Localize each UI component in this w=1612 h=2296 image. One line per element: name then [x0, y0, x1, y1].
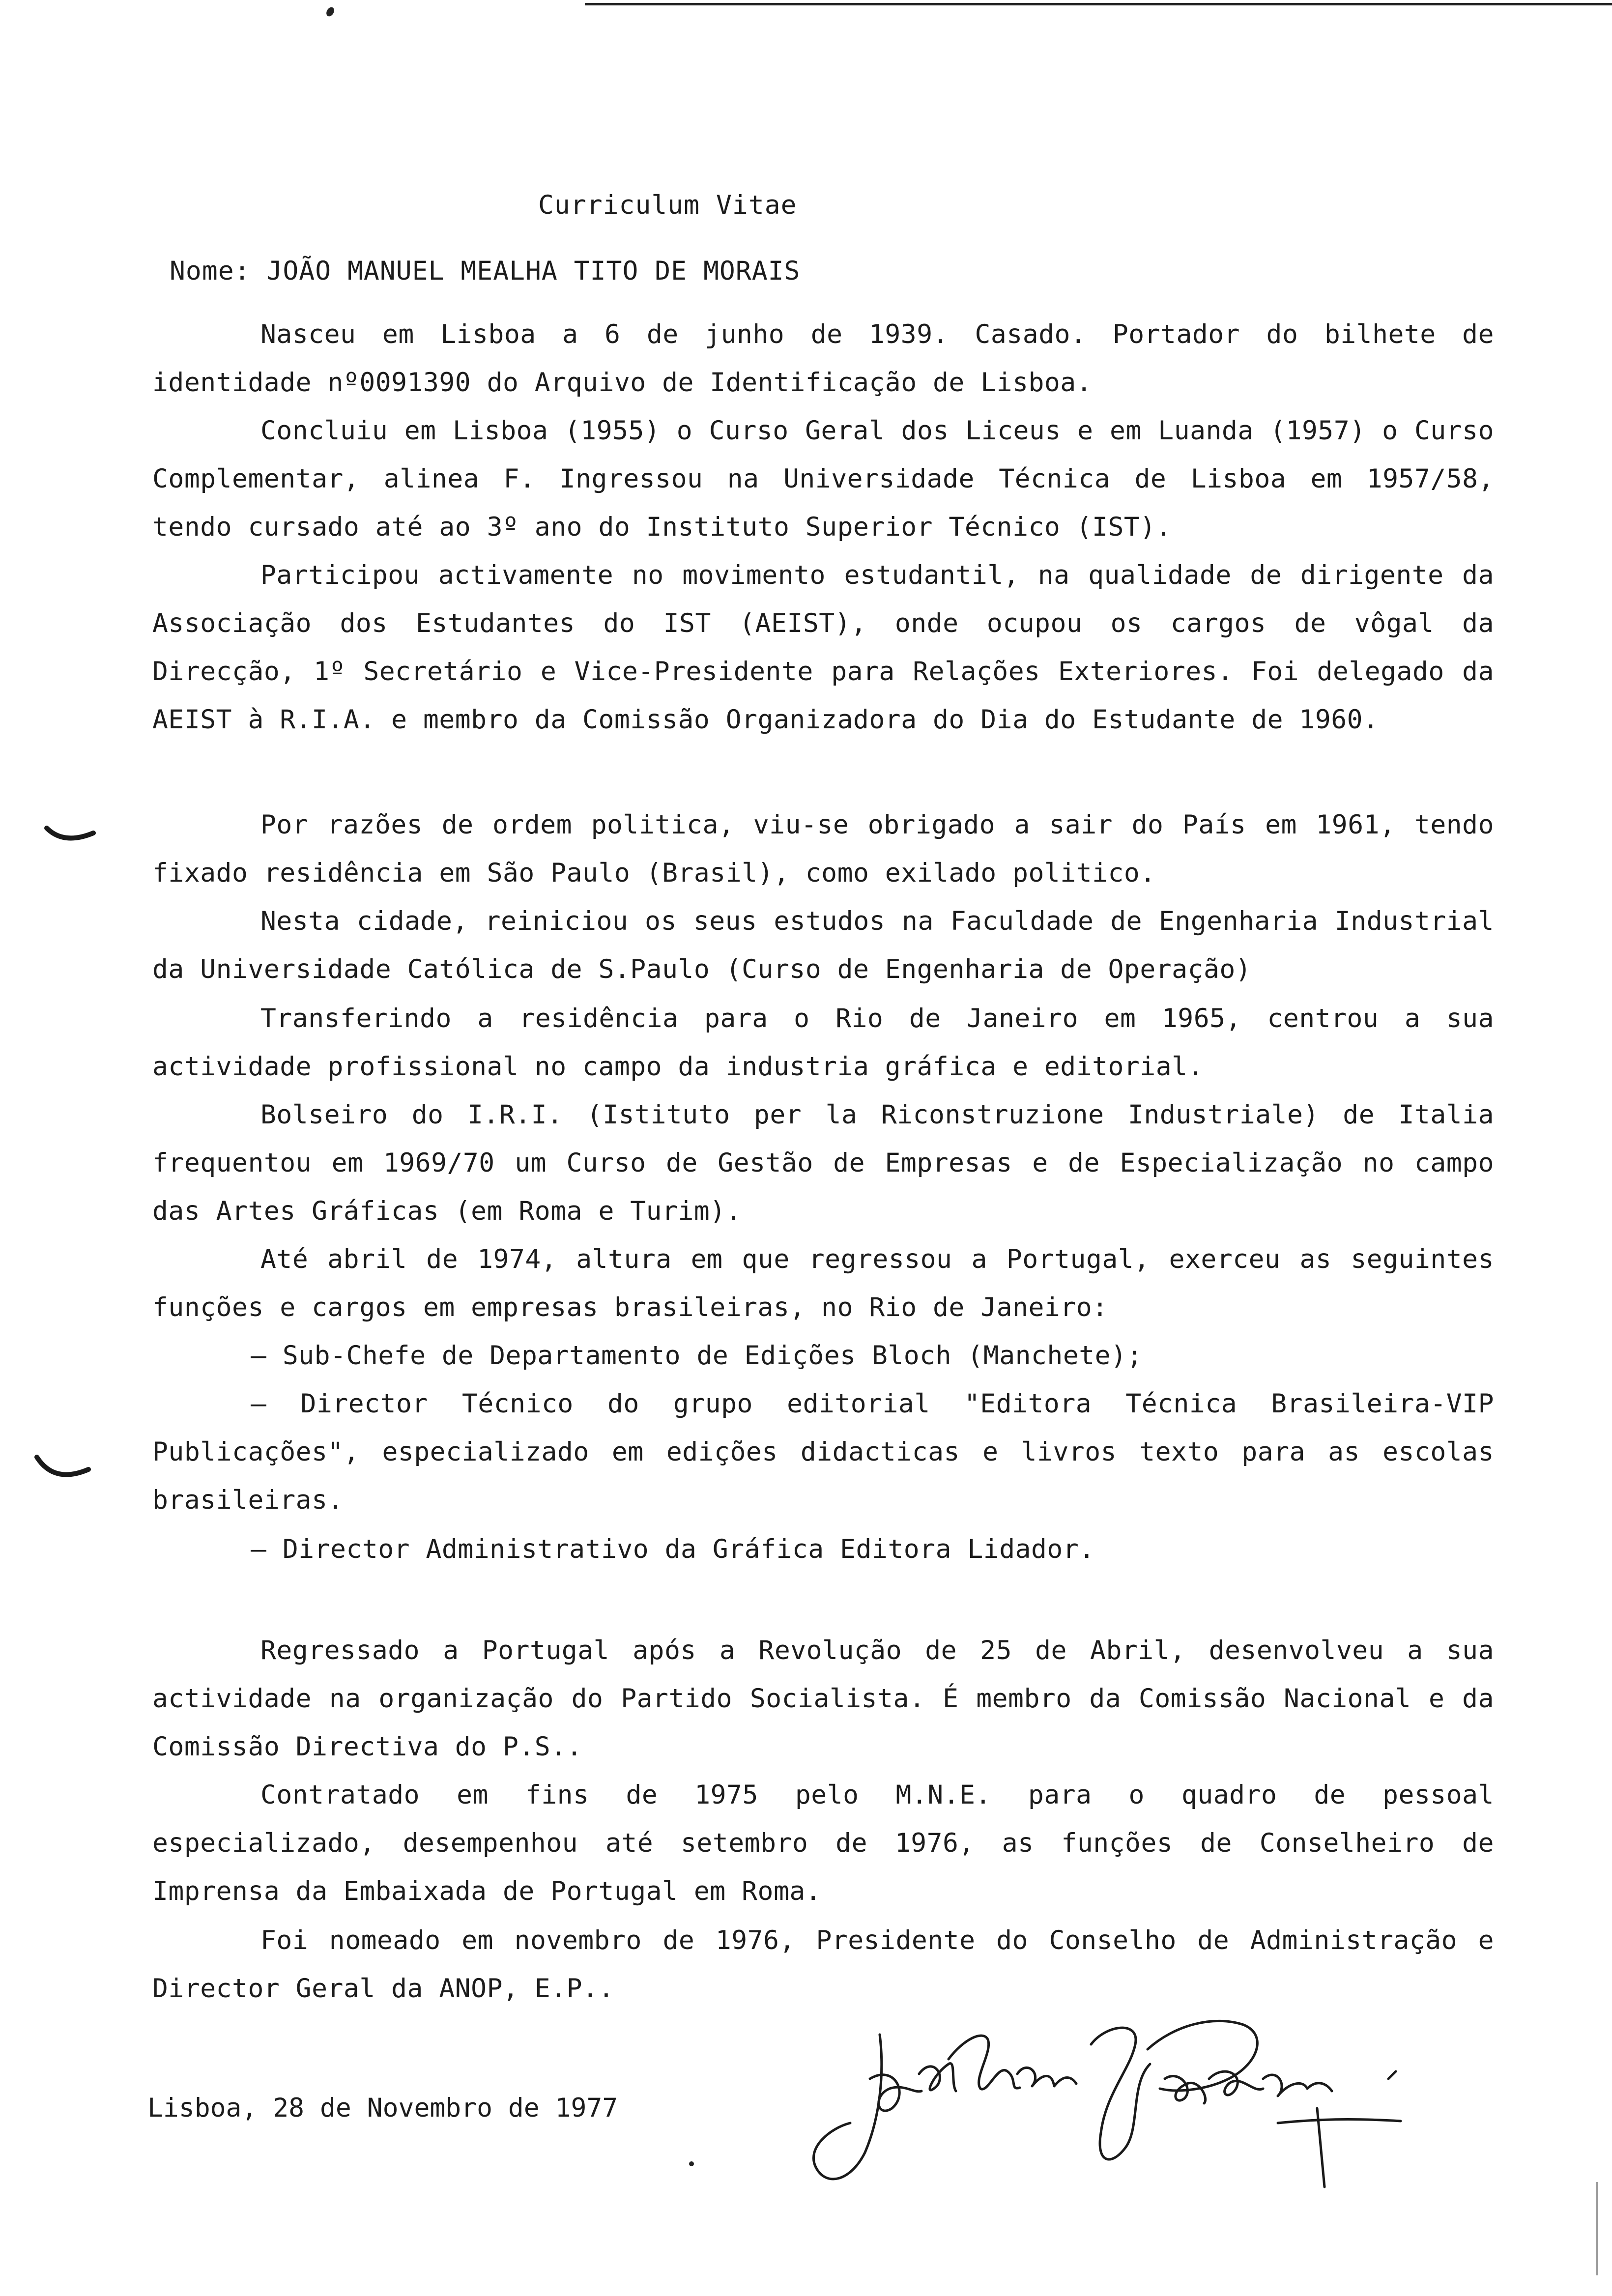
paragraph-birth: Nasceu em Lisboa a 6 de junho de 1939. Casado. Portador do bilhete de identidade nº0091390 do Arquivo de Identificação de Lisboa.: [152, 319, 1494, 398]
scan-speck: [689, 2161, 694, 2166]
paragraph-student-movement: Participou activamente no movimento estudantil, na qualidade de dirigente da Associação dos Estudantes do IST (AEIST), onde ocupou os cargos de vôgal da Direcção, 1º Secretário e Vice-Presidente para Relações Exteriores. Foi delegado da AEIST à R.I.A. e membro da Comissão Organizadora do Dia do Estudante de 1960.: [152, 560, 1494, 735]
margin-mark: [44, 816, 98, 850]
paragraph-anop-appointment: Foi nomeado em novembro de 1976, Presidente do Conselho de Administração e Director Geral da ANOP, E.P..: [152, 1925, 1494, 2004]
paragraph-engineering-studies: Nesta cidade, reiniciou os seus estudos na Faculdade de Engenharia Industrial da Universidade Católica de S.Paulo (Curso de Engenharia de Operação): [152, 906, 1494, 984]
paragraph-iri-scholarship: Bolseiro do I.R.I. (Istituto per la Riconstruzione Industriale) de Italia frequentou em 1969/70 um Curso de Gestão de Empresas e de Especialização no campo das Artes Gráficas (em Roma e Turim).: [152, 1100, 1494, 1226]
paragraph-embassy-rome: Contratado em fins de 1975 pelo M.N.E. para o quadro de pessoal especializado, desempenhou até setembro de 1976, as funções de Conselheiro de Imprensa da Embaixada de Portugal em Roma.: [152, 1780, 1494, 1906]
paragraph-return-portugal: Regressado a Portugal após a Revolução de 25 de Abril, desenvolveu a sua actividade na organização do Partido Socialista. É membro da Comissão Nacional e da Comissão Directiva do P.S..: [152, 1636, 1494, 1762]
name-label: Nome:: [170, 256, 251, 286]
scan-speck: [325, 6, 336, 18]
role-item: – Sub-Chefe de Departamento de Edições Bloch (Manchete);: [251, 1341, 1143, 1371]
paragraph-rio-de-janeiro: Transferindo a residência para o Rio de Janeiro em 1965, centrou a sua actividade profissional no campo da industria gráfica e editorial.: [152, 1004, 1494, 1082]
handwritten-signature: [786, 2005, 1425, 2202]
paragraph-education: Concluiu em Lisboa (1955) o Curso Geral dos Liceus e em Luanda (1957) o Curso Complementar, alinea F. Ingressou na Universidade Técnica de Lisboa em 1957/58, tendo cursado até ao 3º ano do Instituto Superior Técnico (IST).: [152, 416, 1494, 542]
role-item: – Director Administrativo da Gráfica Editora Lidador.: [251, 1534, 1095, 1564]
scan-speck: [1596, 2182, 1598, 2275]
place-date: Lisboa, 28 de Novembro de 1977: [147, 2093, 618, 2123]
name-row: [170, 252, 800, 291]
top-border-line: [585, 3, 1612, 5]
document-title: Curriculum Vitae: [538, 190, 797, 220]
paragraph-exile: Por razões de ordem politica, viu-se obrigado a sair do País em 1961, tendo fixado residência em São Paulo (Brasil), como exilado politico.: [152, 810, 1494, 888]
role-item: – Director Técnico do grupo editorial "Editora Técnica Brasileira-VIP Publicações", especializado em edições didacticas e livros texto para as escolas brasileiras.: [152, 1389, 1494, 1515]
paragraph-brazil-positions: Até abril de 1974, altura em que regressou a Portugal, exerceu as seguintes funções e cargos em empresas brasileiras, no Rio de Janeiro:: [152, 1244, 1494, 1322]
margin-mark: [34, 1450, 93, 1489]
name-value: JOÃO MANUEL MEALHA TITO DE MORAIS: [266, 256, 801, 286]
